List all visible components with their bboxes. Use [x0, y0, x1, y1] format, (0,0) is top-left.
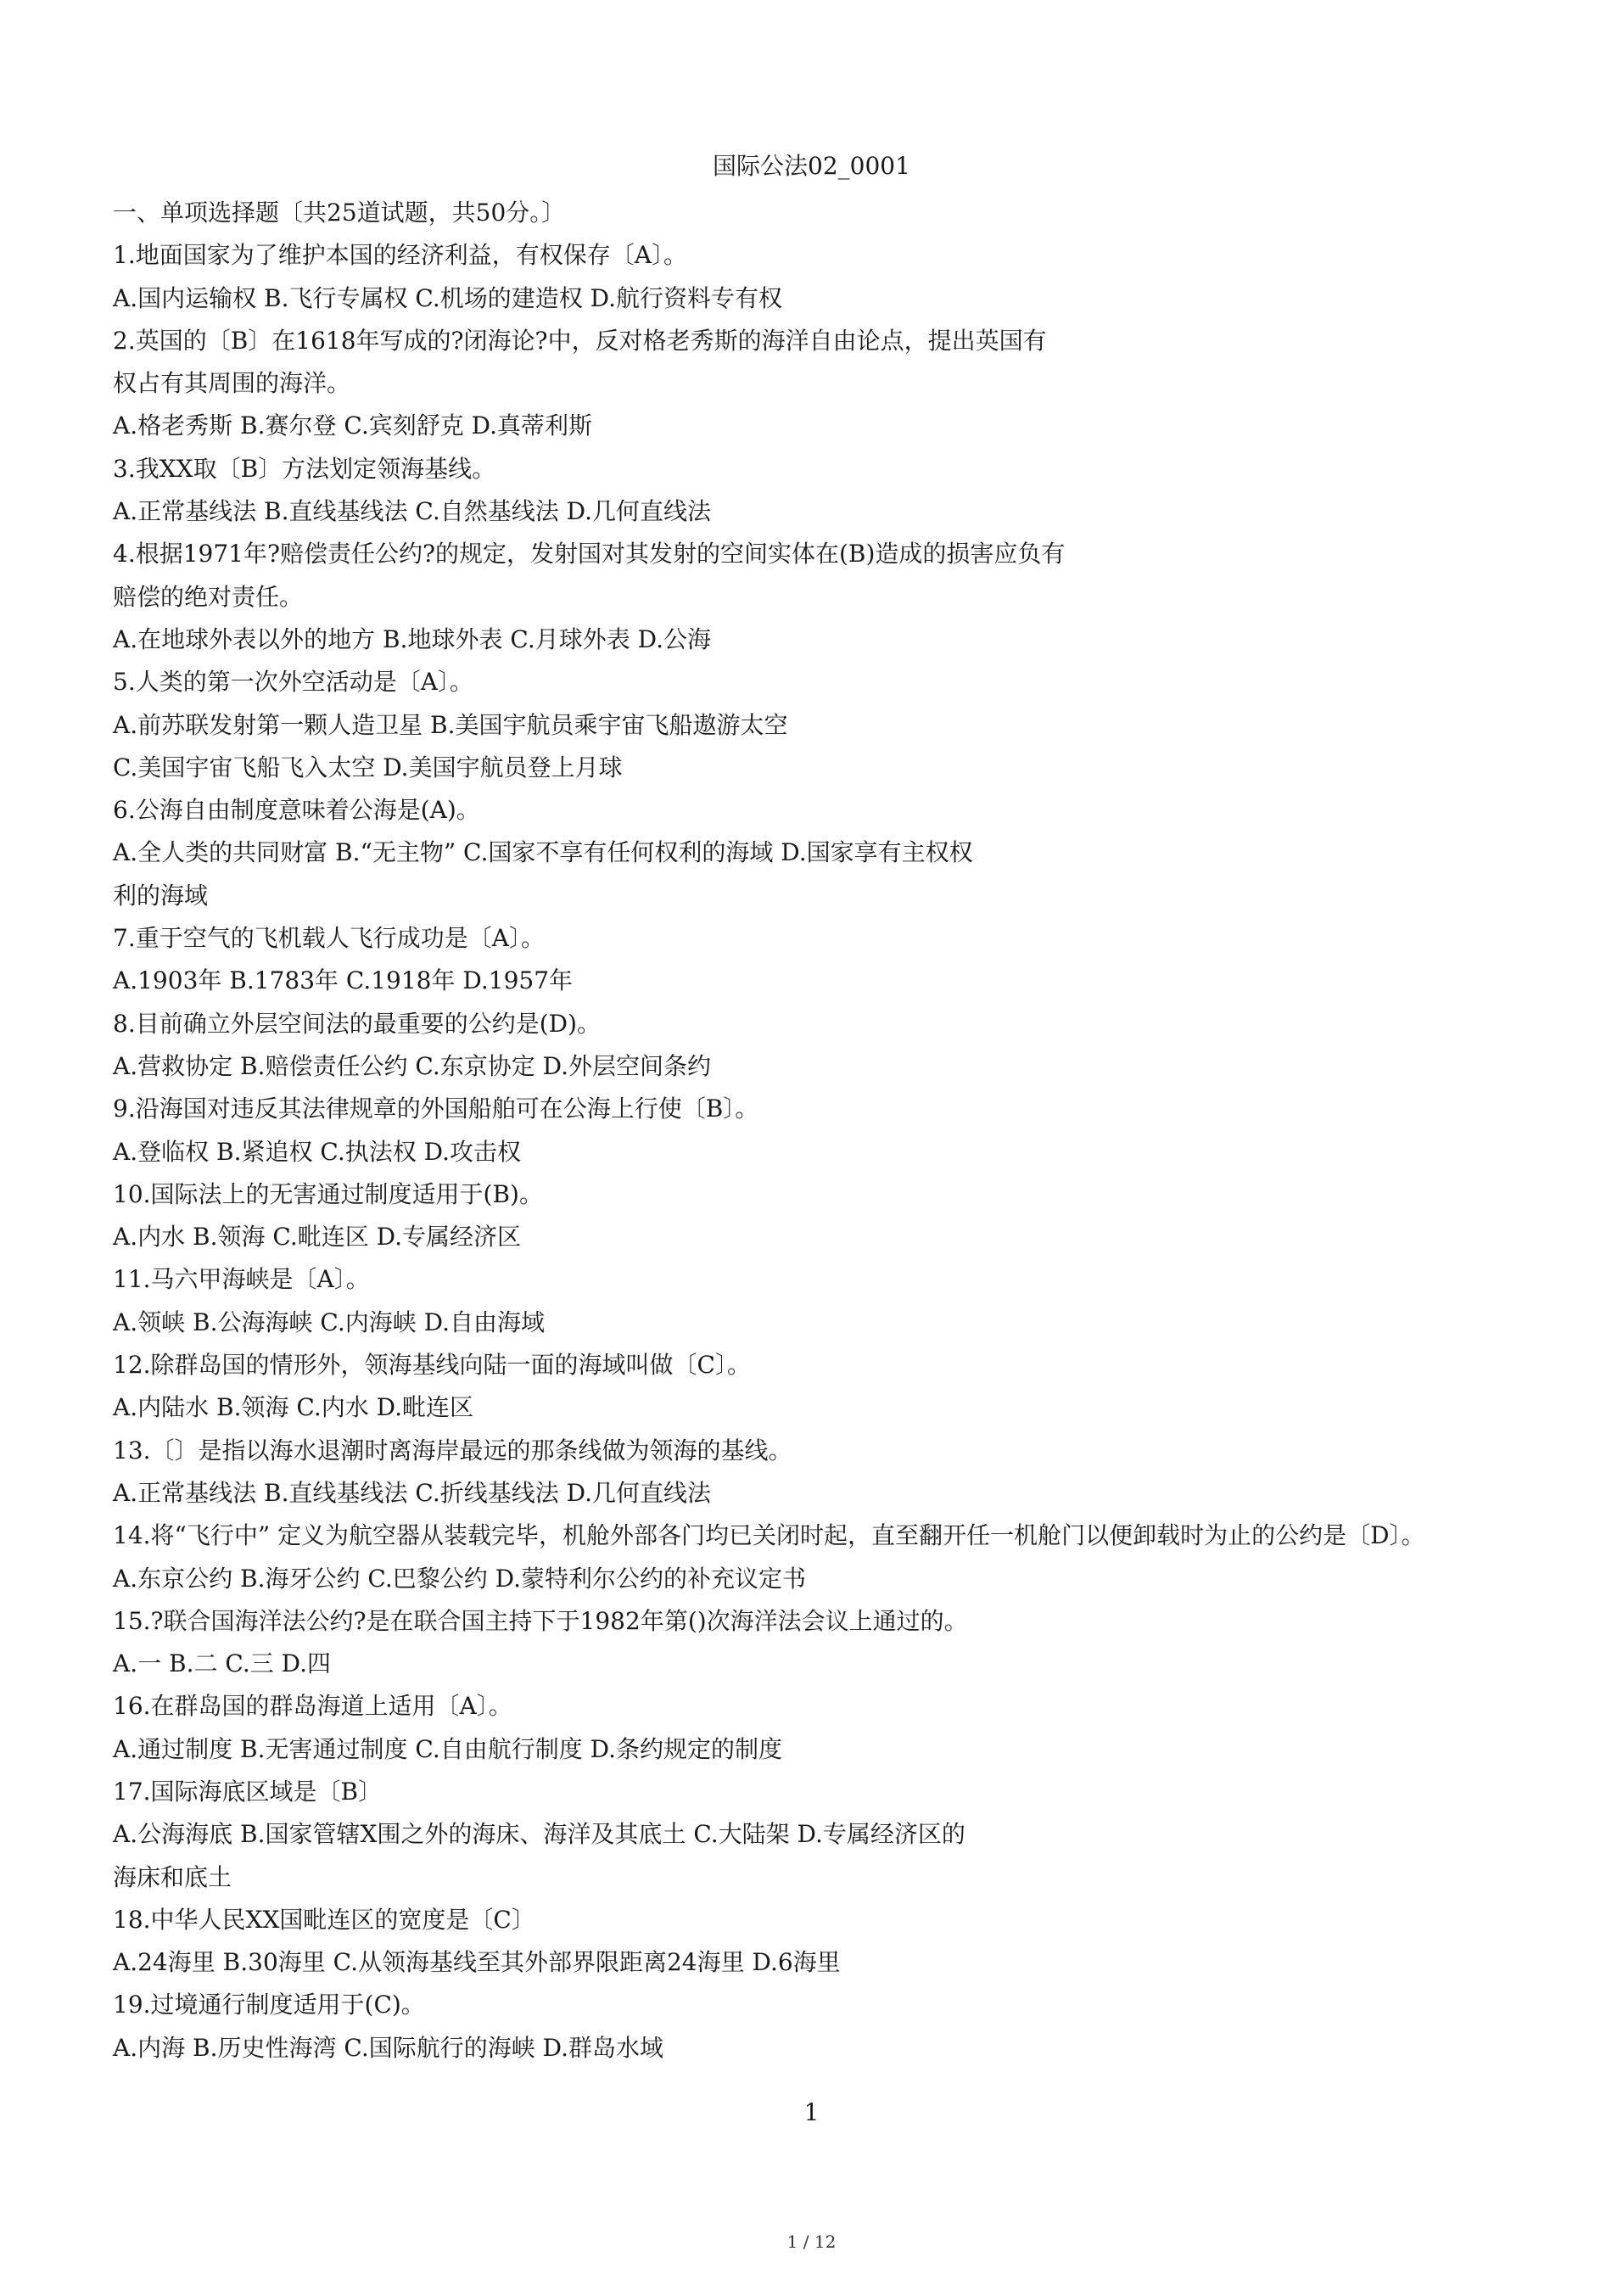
text-line: A.东京公约 B.海牙公约 C.巴黎公约 D.蒙特利尔公约的补充议定书: [113, 1564, 806, 1593]
text-line: 5.人类的第一次外空活动是〔A〕。: [113, 668, 473, 697]
page-counter: 1 / 12: [786, 2232, 837, 2252]
text-line: A.内陆水 B.领海 C.内水 D.毗连区: [113, 1393, 473, 1422]
text-line: 6.公海自由制度意味着公海是(A)。: [113, 796, 480, 825]
text-line: 17.国际海底区域是〔B〕: [113, 1777, 383, 1806]
text-line: A.通过制度 B.无害通过制度 C.自由航行制度 D.条约规定的制度: [113, 1734, 782, 1763]
text-line: 3.我XX取〔B〕方法划定领海基线。: [113, 454, 496, 483]
text-line: 12.除群岛国的情形外，领海基线向陆一面的海域叫做〔C〕。: [113, 1351, 751, 1380]
text-line: 1.地面国家为了维护本国的经济利益，有权保存〔A〕。: [113, 241, 687, 270]
text-line: A.公海海底 B.国家管辖X围之外的海床、海洋及其底土 C.大陆架 D.专属经济区的: [113, 1820, 965, 1849]
text-line: 8.目前确立外层空间法的最重要的公约是(D)。: [113, 1009, 602, 1038]
text-line: A.一 B.二 C.三 D.四: [113, 1649, 331, 1678]
text-line: A.24海里 B.30海里 C.从领海基线至其外部界限距离24海里 D.6海里: [113, 1948, 841, 1977]
section-heading: 一、单项选择题〔共25道试题，共50分。〕: [113, 199, 566, 227]
text-line: 16.在群岛国的群岛海道上适用〔A〕。: [113, 1692, 512, 1721]
text-line: A.正常基线法 B.直线基线法 C.自然基线法 D.几何直线法: [113, 497, 711, 526]
text-line: A.在地球外表以外的地方 B.地球外表 C.月球外表 D.公海: [113, 624, 711, 653]
text-line: A.正常基线法 B.直线基线法 C.折线基线法 D.几何直线法: [113, 1478, 711, 1507]
text-line: 18.中华人民XX国毗连区的宽度是〔C〕: [113, 1905, 535, 1934]
text-line: C.美国宇宙飞船飞入太空 D.美国宇航员登上月球: [113, 753, 623, 781]
page-number: 1: [803, 2098, 820, 2126]
text-line: A.1903年 B.1783年 C.1918年 D.1957年: [113, 966, 574, 995]
text-line: A.格老秀斯 B.赛尔登 C.宾刻舒克 D.真蒂利斯: [113, 412, 592, 440]
text-line: 10.国际法上的无害通过制度适用于(B)。: [113, 1179, 543, 1208]
text-line: A.登临权 B.紧追权 C.执法权 D.攻击权: [113, 1137, 521, 1166]
text-line: 海床和底土: [113, 1862, 232, 1891]
text-line: 13.〔〕是指以海水退潮时离海岸最远的那条线做为领海的基线。: [113, 1436, 792, 1464]
document-body: [113, 192, 1589, 2069]
text-line: A.营救协定 B.赔偿责任公约 C.东京协定 D.外层空间条约: [113, 1051, 711, 1080]
text-line: 11.马六甲海峡是〔A〕。: [113, 1265, 370, 1294]
text-line: 7.重于空气的飞机载人飞行成功是〔A〕。: [113, 924, 545, 953]
text-line: 权占有其周围的海洋。: [113, 369, 351, 398]
text-line: A.前苏联发射第一颗人造卫星 B.美国宇航员乘宇宙飞船遨游太空: [113, 710, 788, 739]
text-line: 9.沿海国对违反其法律规章的外国船舶可在公海上行使〔B〕。: [113, 1095, 759, 1123]
text-line: A.内海 B.历史性海湾 C.国际航行的海峡 D.群岛水域: [113, 2033, 663, 2062]
text-line: A.国内运输权 B.飞行专属权 C.机场的建造权 D.航行资料专有权: [113, 283, 782, 312]
text-line: 2.英国的〔B〕在1618年写成的?闭海论?中，反对格老秀斯的海洋自由论点，提出英国有: [113, 326, 1047, 355]
text-line: 15.?联合国海洋法公约?是在联合国主持下于1982年第()次海洋法会议上通过的。: [113, 1606, 968, 1635]
text-line: 19.过境通行制度适用于(C)。: [113, 1991, 425, 2019]
text-line: 14.将“飞行中” 定义为航空器从装载完毕，机舱外部各门均已关闭时起，直至翻开任一机舱门以便卸载时为止的公约是〔D〕。: [113, 1521, 1425, 1550]
text-line: 利的海域: [113, 881, 209, 910]
text-line: 4.根据1971年?赔偿责任公约?的规定，发射国对其发射的空间实体在(B)造成的损害应负有: [113, 540, 1066, 568]
text-line: A.全人类的共同财富 B.“无主物” C.国家不享有任何权利的海域 D.国家享有主权权: [113, 838, 973, 867]
text-line: A.领峡 B.公海海峡 C.内海峡 D.自由海域: [113, 1308, 545, 1336]
text-line: 赔偿的绝对责任。: [113, 582, 304, 611]
text-line: A.内水 B.领海 C.毗连区 D.专属经济区: [113, 1223, 521, 1252]
document-title: 国际公法02_0001: [713, 152, 910, 180]
